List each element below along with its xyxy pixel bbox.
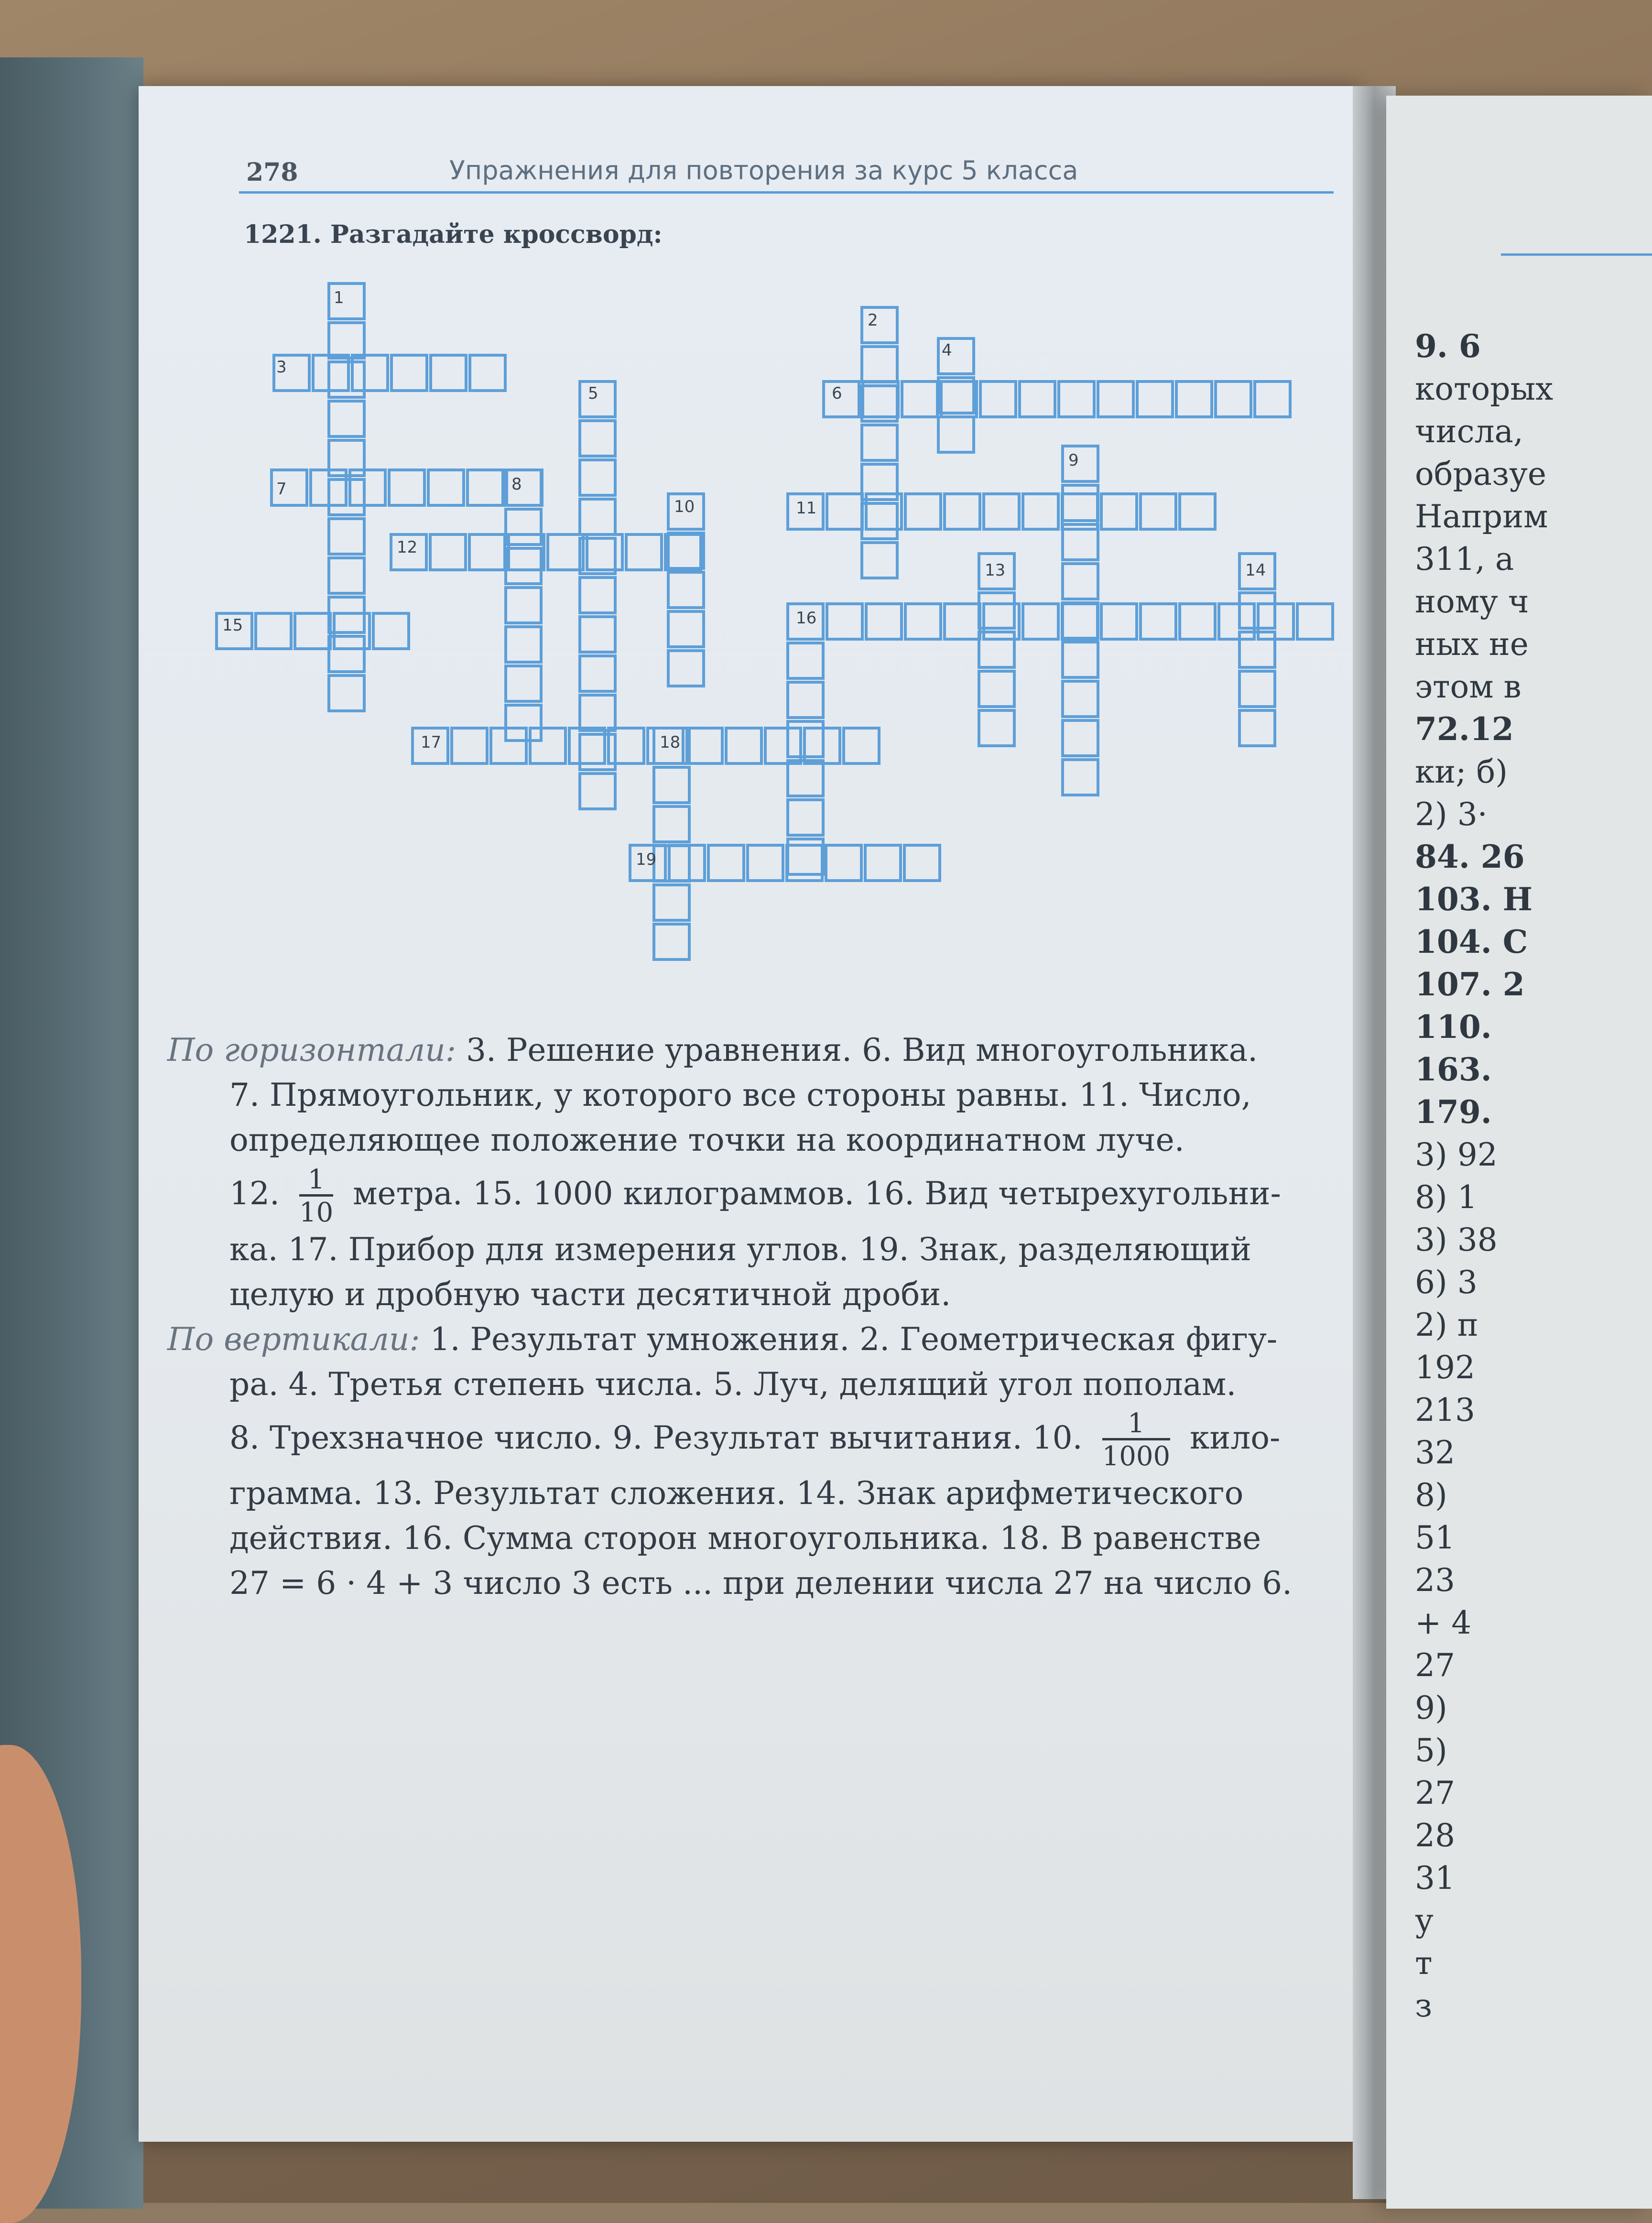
fraction-one-thousandth [1102, 1409, 1171, 1471]
right-page-line: 6) 3 [1415, 1264, 1478, 1301]
crossword-cell [860, 384, 899, 423]
crossword-cell [1061, 719, 1099, 757]
crossword-cell [578, 733, 617, 771]
right-page-line: 51 [1415, 1519, 1455, 1556]
crossword-cell [1178, 492, 1217, 531]
clue-number-13: 13 [985, 561, 1006, 580]
crossword-cell [504, 547, 543, 585]
across-text-4: метра. 15. 1000 килограммов. 16. Вид четырехугольни- [353, 1175, 1281, 1212]
crossword-cell [429, 533, 467, 571]
crossword-cell [1097, 380, 1135, 418]
right-page-line: 3) 92 [1415, 1136, 1498, 1173]
right-page-text [1415, 325, 1652, 2027]
across-line-6: целую и дробную части десятичной дроби. [229, 1275, 951, 1313]
right-page-line: 5) [1415, 1732, 1447, 1769]
crossword-cell [504, 704, 543, 742]
right-page-line: образуе [1415, 456, 1546, 492]
clue-number-4: 4 [942, 341, 952, 360]
across-line-5: ка. 17. Прибор для измерения углов. 19. Знак, разделяющий [229, 1231, 1251, 1268]
crossword-cell [943, 492, 981, 531]
crossword-cell [270, 469, 308, 507]
down-line-2: ра. 4. Третья степень числа. 5. Луч, делящий угол пополам. [229, 1365, 1237, 1403]
crossword-cell [786, 681, 825, 719]
crossword-cell [578, 458, 617, 497]
right-page-line: ки; б) [1415, 753, 1508, 790]
right-page-line: 84. 26 [1415, 838, 1525, 875]
crossword-cell [578, 419, 617, 458]
across-line-1 [167, 1028, 1372, 1073]
crossword-cell [826, 602, 864, 641]
right-page-line: 163. [1415, 1051, 1492, 1088]
crossword-cell [327, 517, 366, 556]
right-page-line: 27 [1415, 1775, 1455, 1811]
across-line-4 [167, 1163, 1372, 1227]
crossword-cell [578, 498, 617, 536]
right-page-line: + 4 [1415, 1604, 1472, 1641]
crossword-cell [667, 571, 705, 609]
header-rule [239, 191, 1334, 194]
right-page-line: з [1415, 1987, 1432, 2024]
across-line-3: определяющее положение точки на координатном луче. [229, 1122, 1185, 1158]
crossword-cell [652, 923, 691, 961]
crossword-cell [1061, 601, 1099, 640]
crossword-cell [504, 665, 543, 703]
crossword-cell [293, 612, 332, 650]
right-page-line: у [1415, 1902, 1434, 1939]
crossword-cell [1061, 484, 1099, 522]
crossword-cell [842, 727, 880, 765]
crossword-cell [943, 602, 981, 641]
crossword-cell [865, 602, 903, 641]
crossword-cell [327, 282, 366, 320]
fraction-numerator: 1 [307, 1164, 325, 1195]
right-page-line: 8) 1 [1415, 1179, 1478, 1216]
right-page-line: 192 [1415, 1349, 1475, 1386]
page-number: 278 [246, 158, 298, 187]
crossword-cell [978, 670, 1016, 708]
crossword-cell [901, 380, 939, 418]
clue-number-10: 10 [674, 497, 695, 516]
right-page-line: 3) 38 [1415, 1221, 1498, 1258]
down-line-3 [167, 1407, 1372, 1471]
crossword-cell [1022, 492, 1060, 531]
clue-number-3: 3 [276, 358, 287, 377]
crossword-cell [505, 469, 543, 507]
crossword-cell [578, 772, 617, 810]
right-page [1386, 96, 1652, 2209]
crossword-cell [982, 492, 1021, 531]
right-page-line: 28 [1415, 1817, 1455, 1854]
right-page-line: ных не [1415, 626, 1529, 663]
crossword-cell [1253, 380, 1292, 418]
crossword-cell [667, 610, 705, 648]
down-line-1 [167, 1317, 1372, 1362]
crossword-cell [504, 508, 543, 546]
right-page-line: этом в [1415, 668, 1522, 705]
clue-number-5: 5 [588, 384, 598, 403]
crossword-cell [504, 586, 543, 624]
crossword-cell [1139, 492, 1177, 531]
crossword-cell [625, 533, 663, 571]
fraction-numerator: 1 [1128, 1408, 1145, 1439]
crossword-cell [429, 354, 467, 392]
crossword-cell [786, 798, 825, 837]
crossword-cell [1139, 602, 1177, 641]
crossword-cell [826, 492, 864, 531]
right-page-line: 179. [1415, 1093, 1492, 1131]
crossword-cell [904, 492, 942, 531]
right-page-line: 8) [1415, 1477, 1447, 1514]
crossword-cell [652, 883, 691, 922]
crossword-cell [1238, 709, 1276, 747]
clue-number-18: 18 [660, 733, 681, 752]
crossword-cell [327, 360, 366, 399]
right-page-line: 72.12 [1415, 710, 1514, 748]
down-line-5: действия. 16. Сумма сторон многоугольника. 18. В равенстве [229, 1520, 1261, 1557]
crossword-cell [1175, 380, 1213, 418]
crossword-cell [504, 625, 543, 664]
crossword-cell [1018, 380, 1056, 418]
crossword-cell [667, 649, 705, 687]
crossword-cell [979, 380, 1017, 418]
fraction-one-tenth [299, 1166, 333, 1227]
crossword-cell [1061, 562, 1099, 600]
right-page-line: 110. [1415, 1008, 1492, 1046]
clue-number-8: 8 [511, 475, 522, 494]
across-heading: По горизонтали: [167, 1032, 456, 1068]
right-page-line: 107. 2 [1415, 966, 1525, 1003]
clue-number-2: 2 [868, 311, 878, 330]
crossword-cell [327, 635, 366, 673]
crossword-cell [860, 463, 899, 501]
crossword-cell [427, 469, 465, 507]
clue-number-7: 7 [276, 479, 287, 499]
down-text-3: 8. Трехзначное число. 9. Результат вычитания. 10. [229, 1419, 1083, 1456]
right-page-line: т [1415, 1945, 1433, 1982]
crossword-cell [1214, 380, 1252, 418]
crossword-cell [1238, 591, 1276, 630]
crossword-cell [578, 694, 617, 732]
right-page-line: 23 [1415, 1562, 1455, 1599]
crossword-cell [327, 556, 366, 595]
crossword-cell [578, 537, 617, 575]
clue-number-9: 9 [1068, 451, 1079, 470]
right-page-line: 32 [1415, 1434, 1455, 1471]
crossword-cell [327, 596, 366, 634]
crossword-cell [937, 376, 975, 414]
across-line-2: 7. Прямоугольник, у которого все стороны равны. 11. Число, [229, 1077, 1251, 1113]
crossword-cell [978, 591, 1016, 630]
crossword-cell [388, 469, 426, 507]
fraction-denominator: 1000 [1102, 1438, 1171, 1471]
crossword-cell [1100, 492, 1138, 531]
crossword-cell [390, 354, 428, 392]
crossword-cell [903, 844, 941, 882]
clue-number-6: 6 [832, 384, 842, 403]
crossword-cell [725, 727, 763, 765]
right-page-line: 9) [1415, 1689, 1447, 1726]
fraction-denominator: 10 [299, 1194, 333, 1227]
down-text-3-post: кило- [1190, 1419, 1281, 1456]
right-header-rule [1501, 253, 1652, 256]
across-text-1: 3. Решение уравнения. 6. Вид многоугольника. [466, 1032, 1258, 1068]
crossword-cell [825, 844, 863, 882]
crossword-cell [786, 838, 825, 876]
crossword-cell [327, 321, 366, 360]
crossword-cell [978, 631, 1016, 669]
crossword-cell [1061, 445, 1099, 483]
crossword-cell [1178, 602, 1217, 641]
crossword-cell [707, 844, 745, 882]
crossword-cell [786, 759, 825, 797]
crossword-cell [937, 415, 975, 454]
clue-number-17: 17 [421, 733, 442, 752]
crossword-cell [578, 654, 617, 693]
crossword-cell [860, 345, 899, 383]
crossword-cell [1296, 602, 1334, 641]
crossword-cell [1061, 523, 1099, 561]
crossword-cell [578, 576, 617, 614]
crossword-cell [786, 720, 825, 758]
crossword-cell [1057, 380, 1096, 418]
crossword-cell [746, 844, 784, 882]
crossword-cell [327, 439, 366, 477]
clue-number-15: 15 [222, 616, 243, 635]
right-page-line: 2) 3· [1415, 796, 1488, 833]
right-page-line: 103. Н [1415, 881, 1533, 918]
right-page-line: 213 [1415, 1392, 1475, 1428]
crossword-cell [372, 612, 410, 650]
crossword-cell [860, 502, 899, 540]
down-line-6: 27 = 6 · 4 + 3 число 3 есть ... при делении числа 27 на число 6. [229, 1565, 1293, 1602]
crossword-cell [860, 424, 899, 462]
crossword-cell [254, 612, 293, 650]
crossword-cell [1061, 641, 1099, 679]
crossword-cell [1061, 758, 1099, 796]
crossword-cell [327, 478, 366, 516]
crossword-cell [1238, 670, 1276, 708]
crossword-cell [1136, 380, 1174, 418]
crossword-cell [468, 354, 507, 392]
right-page-line: 104. С [1415, 923, 1528, 960]
crossword-cell [578, 615, 617, 654]
clue-number-19: 19 [636, 850, 657, 869]
crossword-cell [1100, 602, 1138, 641]
crossword-cell [327, 674, 366, 712]
right-page-line: 2) п [1415, 1307, 1478, 1343]
crossword-cell [786, 642, 825, 680]
crossword-cell [450, 727, 489, 765]
clue-number-16: 16 [796, 609, 817, 628]
crossword-cell [466, 469, 504, 507]
across-12-label: 12. [229, 1175, 280, 1212]
crossword-cell [1022, 602, 1060, 641]
crossword-cell [327, 400, 366, 438]
right-page-line: ному ч [1415, 583, 1529, 620]
right-page-line: Наприм [1415, 498, 1548, 535]
crossword-cell [652, 766, 691, 804]
crossword-cell [1061, 680, 1099, 718]
right-page-line: 27 [1415, 1647, 1455, 1684]
crossword-cell [860, 306, 899, 344]
clue-number-14: 14 [1245, 561, 1266, 580]
task-title: 1221. Разгадайте кроссворд: [244, 220, 663, 249]
clue-number-1: 1 [334, 288, 344, 307]
right-page-line: 31 [1415, 1860, 1455, 1896]
right-page-line: которых [1415, 370, 1554, 407]
down-heading: По вертикали: [167, 1320, 420, 1358]
crossword-cell [860, 541, 899, 579]
down-text-1: 1. Результат умножения. 2. Геометрическая фигу- [430, 1320, 1278, 1358]
right-page-line: 311, а [1415, 541, 1514, 578]
down-line-4: грамма. 13. Результат сложения. 14. Знак арифметического [229, 1475, 1244, 1512]
right-page-line: числа, [1415, 413, 1523, 450]
crossword-cell [468, 533, 506, 571]
crossword-cell [1238, 631, 1276, 669]
right-page-line: 9. 6 [1415, 327, 1481, 365]
crossword-cell [667, 532, 705, 570]
crossword-cell [652, 844, 691, 883]
crossword-cell [652, 805, 691, 843]
crossword-cell [685, 727, 724, 765]
clue-number-12: 12 [397, 538, 418, 557]
left-page [139, 86, 1362, 2142]
clues-block [167, 1028, 1372, 1606]
running-head: Упражнения для повторения за курс 5 класса [449, 155, 1078, 185]
crossword-cell [978, 709, 1016, 747]
crossword-cell [864, 844, 902, 882]
crossword-cell [904, 602, 942, 641]
clue-number-11: 11 [796, 499, 817, 518]
